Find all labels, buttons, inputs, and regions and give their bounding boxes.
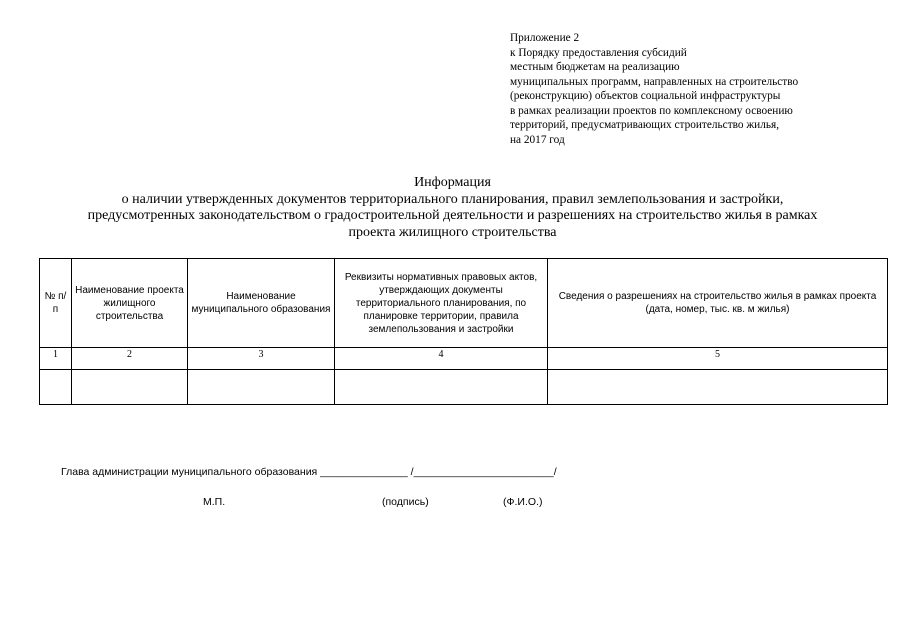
title-line: предусмотренных законодательством о градостроительной деятельности и разрешениях на строительство жилья в рамках <box>87 208 818 223</box>
title-line: проекта жилищного строительства <box>348 224 557 240</box>
header-cell: Реквизиты нормативных правовых актов, утверждающих документы территориального планирования, по планировке территории, правила землепользования и застройки <box>335 259 548 348</box>
appendix-line: (реконструкцию) объектов социальной инфраструктуры <box>510 90 781 102</box>
appendix-line: муниципальных программ, направленных на строительство <box>510 75 799 88</box>
column-number-row <box>40 348 888 370</box>
column-number: 4 <box>335 348 548 370</box>
header-cell: Наименование проекта жилищного строительства <box>72 259 188 348</box>
appendix-line: к Порядку предоставления субсидий <box>510 46 687 59</box>
title-line: о наличии утвержденных документов территориального планирования, правил землепользования и застройки, <box>121 191 784 207</box>
header-cell: Сведения о разрешениях на строительство жилья в рамках проекта (дата, номер, тыс. кв. м жилья) <box>548 259 888 348</box>
header-cell: Наименование муниципального образования <box>188 259 335 348</box>
stamp-label: М.П. <box>203 496 226 508</box>
signature-label: (подпись) <box>382 496 429 508</box>
appendix-note <box>510 31 798 147</box>
table-header-row <box>40 259 888 348</box>
table-cell[interactable] <box>548 370 888 405</box>
table-cell[interactable] <box>188 370 335 405</box>
signature-line: Глава администрации муниципального образования _______________ /________________________/ <box>61 466 557 478</box>
column-number: 3 <box>188 348 335 370</box>
appendix-line: территорий, предусматривающих строительство жилья, <box>510 119 780 131</box>
appendix-line: Приложение 2 <box>510 32 580 44</box>
table-cell[interactable] <box>335 370 548 405</box>
table-row <box>40 370 888 405</box>
document-title <box>0 175 905 241</box>
title-heading: Информация <box>414 175 491 190</box>
table-cell[interactable] <box>40 370 72 405</box>
fio-label: (Ф.И.О.) <box>503 496 543 508</box>
info-table <box>39 258 888 405</box>
appendix-line: в рамках реализации проектов по комплексному освоению <box>510 104 793 117</box>
header-cell: № п/п <box>40 259 72 348</box>
table-cell[interactable] <box>72 370 188 405</box>
column-number: 2 <box>72 348 188 370</box>
appendix-line: местным бюджетам на реализацию <box>510 61 680 73</box>
column-number: 5 <box>548 348 888 370</box>
column-number: 1 <box>40 348 72 370</box>
appendix-line: на 2017 год <box>510 133 565 146</box>
